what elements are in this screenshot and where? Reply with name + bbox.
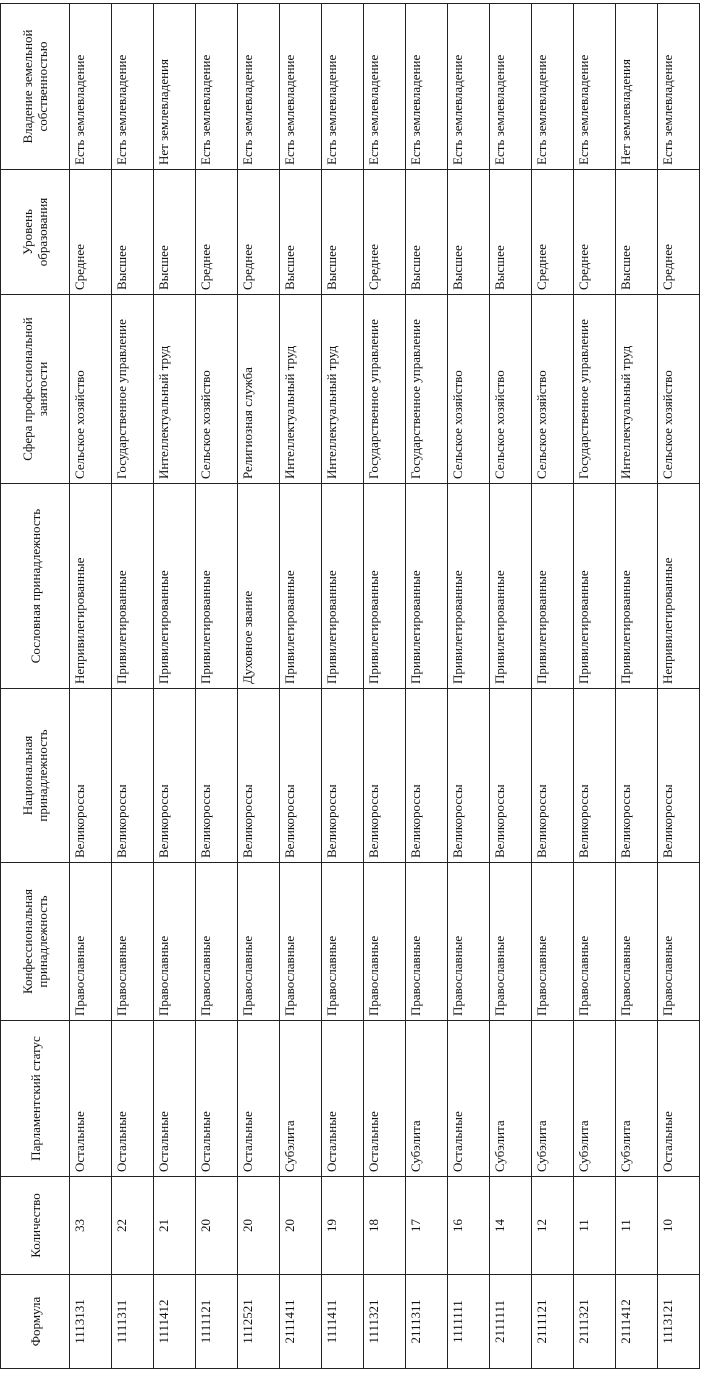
cell-nationality: Великороссы: [490, 689, 532, 863]
cell-employment: Государственное управление: [406, 295, 448, 484]
header-confession: Конфессиональная принадлежность: [1, 863, 70, 1021]
cell-estate: Духовное звание: [238, 484, 280, 689]
cell-count: 21: [154, 1177, 196, 1275]
cell-nationality: Великороссы: [322, 689, 364, 863]
cell-count: 20: [196, 1177, 238, 1275]
cell-parliamentary-status: Остальные: [658, 1021, 700, 1177]
cell-confession: Православные: [280, 863, 322, 1021]
cell-land: Есть землевладение: [238, 4, 280, 170]
cell-parliamentary-status: Остальные: [196, 1021, 238, 1177]
cell-estate: Непривилегированные: [658, 484, 700, 689]
cell-confession: Православные: [532, 863, 574, 1021]
cell-education: Высшее: [490, 170, 532, 295]
cell-confession: Православные: [322, 863, 364, 1021]
cell-parliamentary-status: Остальные: [364, 1021, 406, 1177]
cell-estate: Привилегированные: [616, 484, 658, 689]
cell-land: Нет землевладения: [616, 4, 658, 170]
cell-count: 11: [616, 1177, 658, 1275]
cell-land: Есть землевладение: [448, 4, 490, 170]
cell-formula: 2111111: [490, 1275, 532, 1369]
cell-education: Высшее: [322, 170, 364, 295]
cell-parliamentary-status: Субэлита: [490, 1021, 532, 1177]
cell-nationality: Великороссы: [70, 689, 112, 863]
cell-confession: Православные: [70, 863, 112, 1021]
cell-employment: Сельское хозяйство: [196, 295, 238, 484]
table-row: [616, 4, 658, 1369]
cell-estate: Привилегированные: [448, 484, 490, 689]
cell-nationality: Великороссы: [658, 689, 700, 863]
cell-formula: 1111121: [196, 1275, 238, 1369]
cell-estate: Привилегированные: [532, 484, 574, 689]
cell-nationality: Великороссы: [196, 689, 238, 863]
cell-education: Среднее: [70, 170, 112, 295]
cell-parliamentary-status: Субэлита: [616, 1021, 658, 1177]
cell-formula: 2111121: [532, 1275, 574, 1369]
cell-confession: Православные: [238, 863, 280, 1021]
cell-land: Есть землевладение: [112, 4, 154, 170]
cell-count: 12: [532, 1177, 574, 1275]
cell-estate: Привилегированные: [154, 484, 196, 689]
cell-education: Высшее: [406, 170, 448, 295]
cell-confession: Православные: [658, 863, 700, 1021]
cell-count: 17: [406, 1177, 448, 1275]
cell-formula: 2111311: [406, 1275, 448, 1369]
cell-land: Нет землевладения: [154, 4, 196, 170]
header-estate: Сословная принадлежность: [1, 484, 70, 689]
cell-formula: 1111411: [322, 1275, 364, 1369]
cell-employment: Государственное управление: [574, 295, 616, 484]
header-parliamentary-status: Парламентский статус: [1, 1021, 70, 1177]
cell-employment: Интеллектуальный труд: [280, 295, 322, 484]
cell-parliamentary-status: Субэлита: [574, 1021, 616, 1177]
cell-nationality: Великороссы: [574, 689, 616, 863]
cell-land: Есть землевладение: [532, 4, 574, 170]
header-count: Количество: [1, 1177, 70, 1275]
cell-confession: Православные: [196, 863, 238, 1021]
cell-confession: Православные: [154, 863, 196, 1021]
cell-estate: Привилегированные: [112, 484, 154, 689]
cell-confession: Православные: [112, 863, 154, 1021]
cell-estate: Привилегированные: [280, 484, 322, 689]
cell-land: Есть землевладение: [322, 4, 364, 170]
cell-education: Высшее: [280, 170, 322, 295]
cell-parliamentary-status: Остальные: [448, 1021, 490, 1177]
cell-count: 20: [238, 1177, 280, 1275]
cell-count: 22: [112, 1177, 154, 1275]
header-education: Уровень образования: [1, 170, 70, 295]
cell-education: Высшее: [112, 170, 154, 295]
cell-estate: Привилегированные: [196, 484, 238, 689]
table-row: [280, 4, 322, 1369]
deputies-table: [0, 3, 700, 1369]
cell-land: Есть землевладение: [406, 4, 448, 170]
cell-land: Есть землевладение: [364, 4, 406, 170]
table-row: [70, 4, 112, 1369]
cell-formula: 2111411: [280, 1275, 322, 1369]
cell-estate: Привилегированные: [406, 484, 448, 689]
cell-nationality: Великороссы: [280, 689, 322, 863]
cell-employment: Интеллектуальный труд: [322, 295, 364, 484]
cell-parliamentary-status: Остальные: [322, 1021, 364, 1177]
cell-confession: Православные: [574, 863, 616, 1021]
table-body: [70, 4, 700, 1369]
cell-formula: 1113121: [658, 1275, 700, 1369]
cell-education: Среднее: [532, 170, 574, 295]
cell-parliamentary-status: Субэлита: [280, 1021, 322, 1177]
cell-count: 19: [322, 1177, 364, 1275]
header-land: Владение земельной собственностью: [1, 4, 70, 170]
cell-count: 11: [574, 1177, 616, 1275]
cell-education: Среднее: [364, 170, 406, 295]
cell-parliamentary-status: Остальные: [112, 1021, 154, 1177]
cell-formula: 1112521: [238, 1275, 280, 1369]
cell-estate: Привилегированные: [574, 484, 616, 689]
cell-land: Есть землевладение: [490, 4, 532, 170]
cell-confession: Православные: [490, 863, 532, 1021]
cell-nationality: Великороссы: [364, 689, 406, 863]
cell-nationality: Великороссы: [616, 689, 658, 863]
cell-employment: Государственное управление: [364, 295, 406, 484]
cell-employment: Государственное управление: [112, 295, 154, 484]
cell-confession: Православные: [364, 863, 406, 1021]
cell-formula: 2111321: [574, 1275, 616, 1369]
cell-education: Высшее: [154, 170, 196, 295]
cell-formula: 1111311: [112, 1275, 154, 1369]
cell-education: Среднее: [238, 170, 280, 295]
cell-education: Высшее: [448, 170, 490, 295]
table-row: [406, 4, 448, 1369]
cell-nationality: Великороссы: [406, 689, 448, 863]
cell-land: Есть землевладение: [70, 4, 112, 170]
table-row: [322, 4, 364, 1369]
cell-count: 14: [490, 1177, 532, 1275]
header-employment: Сфера профессиональной занятости: [1, 295, 70, 484]
cell-education: Среднее: [196, 170, 238, 295]
cell-formula: 1111412: [154, 1275, 196, 1369]
header-formula: Формула: [1, 1275, 70, 1369]
table-row: [658, 4, 700, 1369]
table-row: [574, 4, 616, 1369]
header-row: [1, 4, 70, 1369]
cell-nationality: Великороссы: [448, 689, 490, 863]
cell-count: 20: [280, 1177, 322, 1275]
cell-employment: Сельское хозяйство: [532, 295, 574, 484]
cell-estate: Привилегированные: [322, 484, 364, 689]
cell-formula: 1111111: [448, 1275, 490, 1369]
cell-parliamentary-status: Остальные: [238, 1021, 280, 1177]
cell-employment: Интеллектуальный труд: [154, 295, 196, 484]
cell-education: Высшее: [616, 170, 658, 295]
cell-employment: Интеллектуальный труд: [616, 295, 658, 484]
cell-parliamentary-status: Субэлита: [406, 1021, 448, 1177]
cell-confession: Православные: [448, 863, 490, 1021]
cell-confession: Православные: [406, 863, 448, 1021]
cell-employment: Религиозная служба: [238, 295, 280, 484]
cell-count: 33: [70, 1177, 112, 1275]
cell-count: 10: [658, 1177, 700, 1275]
cell-estate: Привилегированные: [490, 484, 532, 689]
cell-nationality: Великороссы: [532, 689, 574, 863]
cell-education: Среднее: [658, 170, 700, 295]
cell-confession: Православные: [616, 863, 658, 1021]
cell-formula: 1113131: [70, 1275, 112, 1369]
table-row: [238, 4, 280, 1369]
cell-land: Есть землевладение: [658, 4, 700, 170]
cell-education: Среднее: [574, 170, 616, 295]
cell-estate: Привилегированные: [364, 484, 406, 689]
cell-parliamentary-status: Субэлита: [532, 1021, 574, 1177]
table-row: [532, 4, 574, 1369]
table-row: [112, 4, 154, 1369]
cell-parliamentary-status: Остальные: [154, 1021, 196, 1177]
table-row: [196, 4, 238, 1369]
table-row: [448, 4, 490, 1369]
cell-employment: Сельское хозяйство: [658, 295, 700, 484]
cell-formula: 2111412: [616, 1275, 658, 1369]
cell-nationality: Великороссы: [112, 689, 154, 863]
cell-nationality: Великороссы: [154, 689, 196, 863]
table-row: [490, 4, 532, 1369]
cell-land: Есть землевладение: [574, 4, 616, 170]
cell-estate: Непривилегированные: [70, 484, 112, 689]
cell-parliamentary-status: Остальные: [70, 1021, 112, 1177]
header-nationality: Национальная принадлежность: [1, 689, 70, 863]
cell-count: 18: [364, 1177, 406, 1275]
table-row: [364, 4, 406, 1369]
cell-land: Есть землевладение: [196, 4, 238, 170]
cell-formula: 1111321: [364, 1275, 406, 1369]
table-row: [154, 4, 196, 1369]
cell-employment: Сельское хозяйство: [70, 295, 112, 484]
cell-employment: Сельское хозяйство: [448, 295, 490, 484]
cell-land: Есть землевладение: [280, 4, 322, 170]
cell-employment: Сельское хозяйство: [490, 295, 532, 484]
cell-count: 16: [448, 1177, 490, 1275]
cell-nationality: Великороссы: [238, 689, 280, 863]
